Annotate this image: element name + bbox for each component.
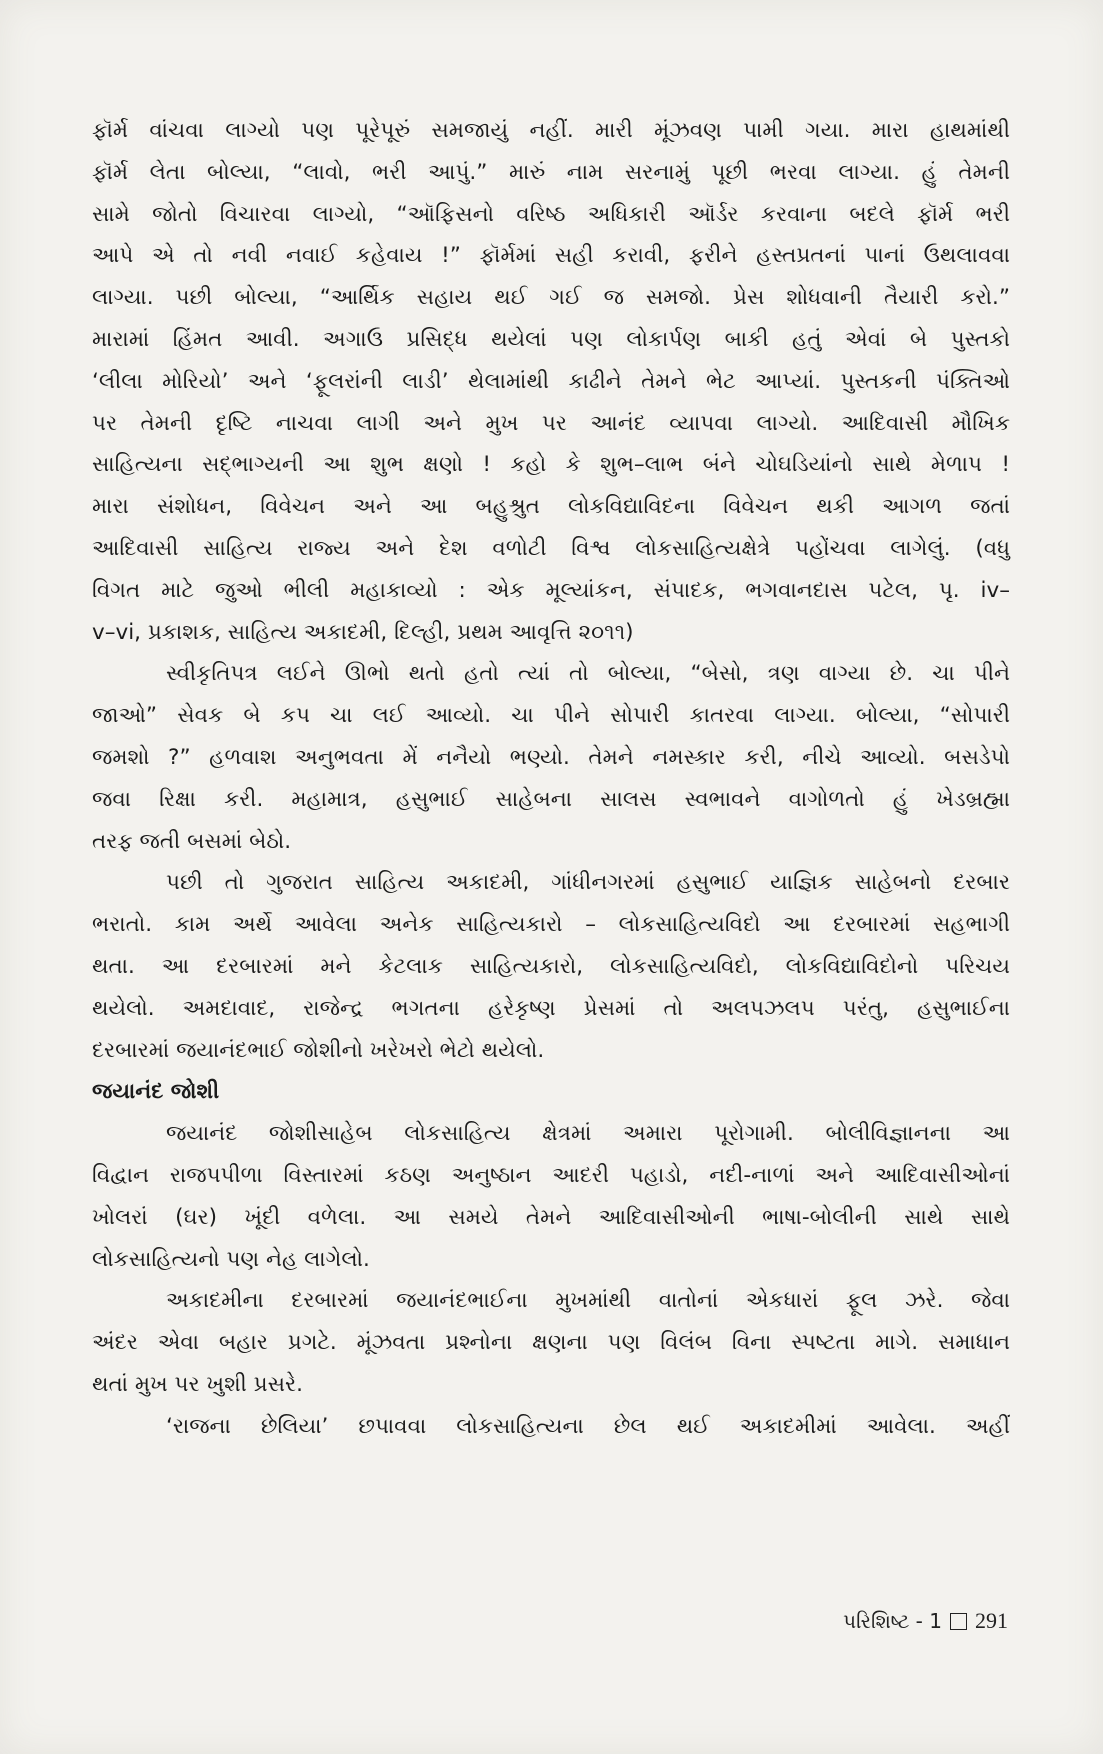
- text-line: અકાદમીના દરબારમાં જયાનંદભાઈના મુખમાંથી વાતોનાં એકધારાં ફૂલ ઝરે. જેવા: [166, 1288, 1010, 1314]
- footer-section-label: પરિશિષ્ટ - 1: [843, 1609, 942, 1633]
- text-line: વિગત માટે જુઓ ભીલી મહાકાવ્યો : એક મૂલ્યાંકન, સંપાદક, ભગવાનદાસ પટેલ, પૃ. iv–: [92, 577, 1010, 603]
- text-line: સામે જોતો વિચારવા લાગ્યો, “ઑફિસનો વરિષ્ઠ અધિકારી ઑર્ડર કરવાના બદલે ફૉર્મ ભરી: [92, 201, 1010, 227]
- text-line: આદિવાસી સાહિત્ય રાજ્ય અને દેશ વળોટી વિશ્વ લોકસાહિત્યક્ષેત્રે પહોંચવા લાગેલું. (વધુ: [92, 535, 1010, 561]
- text-line: થતા. આ દરબારમાં મને કેટલાક સાહિત્યકારો, લોકસાહિત્યવિદો, લોકવિદ્યાવિદોનો પરિચય: [92, 953, 1010, 979]
- text-line: પર તેમની દૃષ્ટિ નાચવા લાગી અને મુખ પર આનંદ વ્યાપવા લાગ્યો. આદિવાસી મૌખિક: [92, 410, 1010, 436]
- text-line: આપે એ તો નવી નવાઈ કહેવાય !” ફૉર્મમાં સહી કરાવી, ફરીને હસ્તપ્રતનાં પાનાં ઉથલાવવા: [92, 243, 1010, 269]
- text-line: ‘લીલા મોરિયો’ અને ‘ફૂલરાંની લાડી’ થેલામાંથી કાઢીને તેમને ભેટ આપ્યાં. પુસ્તકની પંક્તિઓ: [92, 368, 1010, 394]
- body-text: [92, 110, 1010, 1448]
- text-line: મારા સંશોધન, વિવેચન અને આ બહુશ્રુત લોકવિદ્યાવિદના વિવેચન થકી આગળ જતાં: [92, 494, 1010, 520]
- text-line: વિદ્વાન રાજપપીળા વિસ્તારમાં કઠણ અનુષ્ઠાન આદરી પહાડો, નદી-નાળાં અને આદિવાસીઓનાં: [92, 1162, 1010, 1188]
- text-line: પછી તો ગુજરાત સાહિત્ય અકાદમી, ગાંધીનગરમાં હસુભાઈ યાજ્ઞિક સાહેબનો દરબાર: [166, 870, 1010, 896]
- section-heading: જયાનંદ જોશી: [92, 1079, 220, 1105]
- page-footer: [843, 1608, 1008, 1634]
- text-line: તરફ જતી બસમાં બેઠો.: [92, 828, 292, 854]
- text-line: ખોલરાં (ઘર) ખૂંદી વળેલા. આ સમયે તેમને આદિવાસીઓની ભાષા-બોલીની સાથે સાથે: [92, 1204, 1010, 1230]
- text-line: લોકસાહિત્યનો પણ નેહ લાગેલો.: [92, 1246, 370, 1272]
- text-line: સ્વીકૃતિપત્ર લઈને ઊભો થતો હતો ત્યાં તો બોલ્યા, “બેસો, ત્રણ વાગ્યા છે. ચા પીને: [166, 661, 1010, 687]
- text-line: ફૉર્મ વાંચવા લાગ્યો પણ પૂરેપૂરું સમજાયું નહીં. મારી મૂંઝવણ પામી ગયા. મારા હાથમાંથી: [92, 118, 1010, 143]
- text-line: અંદર એવા બહાર પ્રગટે. મૂંઝવતા પ્રશ્નોના ક્ષણના પણ વિલંબ વિના સ્પષ્ટતા માગે. સમાધાન: [92, 1330, 1010, 1356]
- text-line: સાહિત્યના સદ્‌ભાગ્યની આ શુભ ક્ષણો ! કહો કે શુભ–લાભ બંને ચોઘડિયાંનો સાથે મેળાપ !: [92, 452, 1010, 478]
- text-line: થતાં મુખ પર ખુશી પ્રસરે.: [92, 1371, 303, 1397]
- text-line: જવા રિક્ષા કરી. મહામાત્ર, હસુભાઈ સાહેબના સાલસ સ્વભાવને વાગોળતો હું ખેડબ્રહ્મા: [92, 786, 1010, 812]
- text-line: જાઓ” સેવક બે કપ ચા લઈ આવ્યો. ચા પીને સોપારી કાતરવા લાગ્યા. બોલ્યા, “સોપારી: [92, 703, 1010, 729]
- text-line: જયાનંદ જોશીસાહેબ લોકસાહિત્ય ક્ષેત્રમાં અમારા પૂરોગામી. બોલીવિજ્ઞાનના આ: [166, 1121, 1010, 1147]
- square-box-icon: [950, 1613, 967, 1630]
- text-line: ભરાતો. કામ અર્થે આવેલા અનેક સાહિત્યકારો – લોકસાહિત્યવિદો આ દરબારમાં સહભાગી: [92, 912, 1010, 938]
- page-number: 291: [975, 1608, 1008, 1633]
- text-line: થયેલો. અમદાવાદ, રાજેન્દ્ર ભગતના હરેકૃષ્ણ પ્રેસમાં તો અલપઝલપ પરંતુ, હસુભાઈના: [92, 995, 1010, 1021]
- text-line: v–vi, પ્રકાશક, સાહિત્ય અકાદમી, દિલ્હી, પ્રથમ આવૃત્તિ ૨૦૧૧): [92, 619, 634, 645]
- text-line: ફૉર્મ લેતા બોલ્યા, “લાવો, ભરી આપું.” મારું નામ સરનામું પૂછી ભરવા લાગ્યા. હું તેમની: [92, 159, 1010, 185]
- text-line: દરબારમાં જયાનંદભાઈ જોશીનો ખરેખરો ભેટો થયેલો.: [92, 1037, 545, 1063]
- text-line: જમશો ?” હળવાશ અનુભવતા મેં નનૈયો ભણ્યો. તેમને નમસ્કાર કરી, નીચે આવ્યો. બસડેપો: [92, 744, 1010, 770]
- text-line: લાગ્યા. પછી બોલ્યા, “આર્થિક સહાય થઈ ગઈ જ સમજો. પ્રેસ શોધવાની તૈયારી કરો.”: [92, 285, 1010, 311]
- text-line: મારામાં હિંમત આવી. અગાઉ પ્રસિદ્ધ થયેલાં પણ લોકાર્પણ બાકી હતું એવાં બે પુસ્તકો: [92, 326, 1010, 352]
- text-line: ‘રાજના છેલિયા’ છપાવવા લોકસાહિત્યના છેલ થઈ અકાદમીમાં આવેલા. અહીં: [166, 1413, 1010, 1439]
